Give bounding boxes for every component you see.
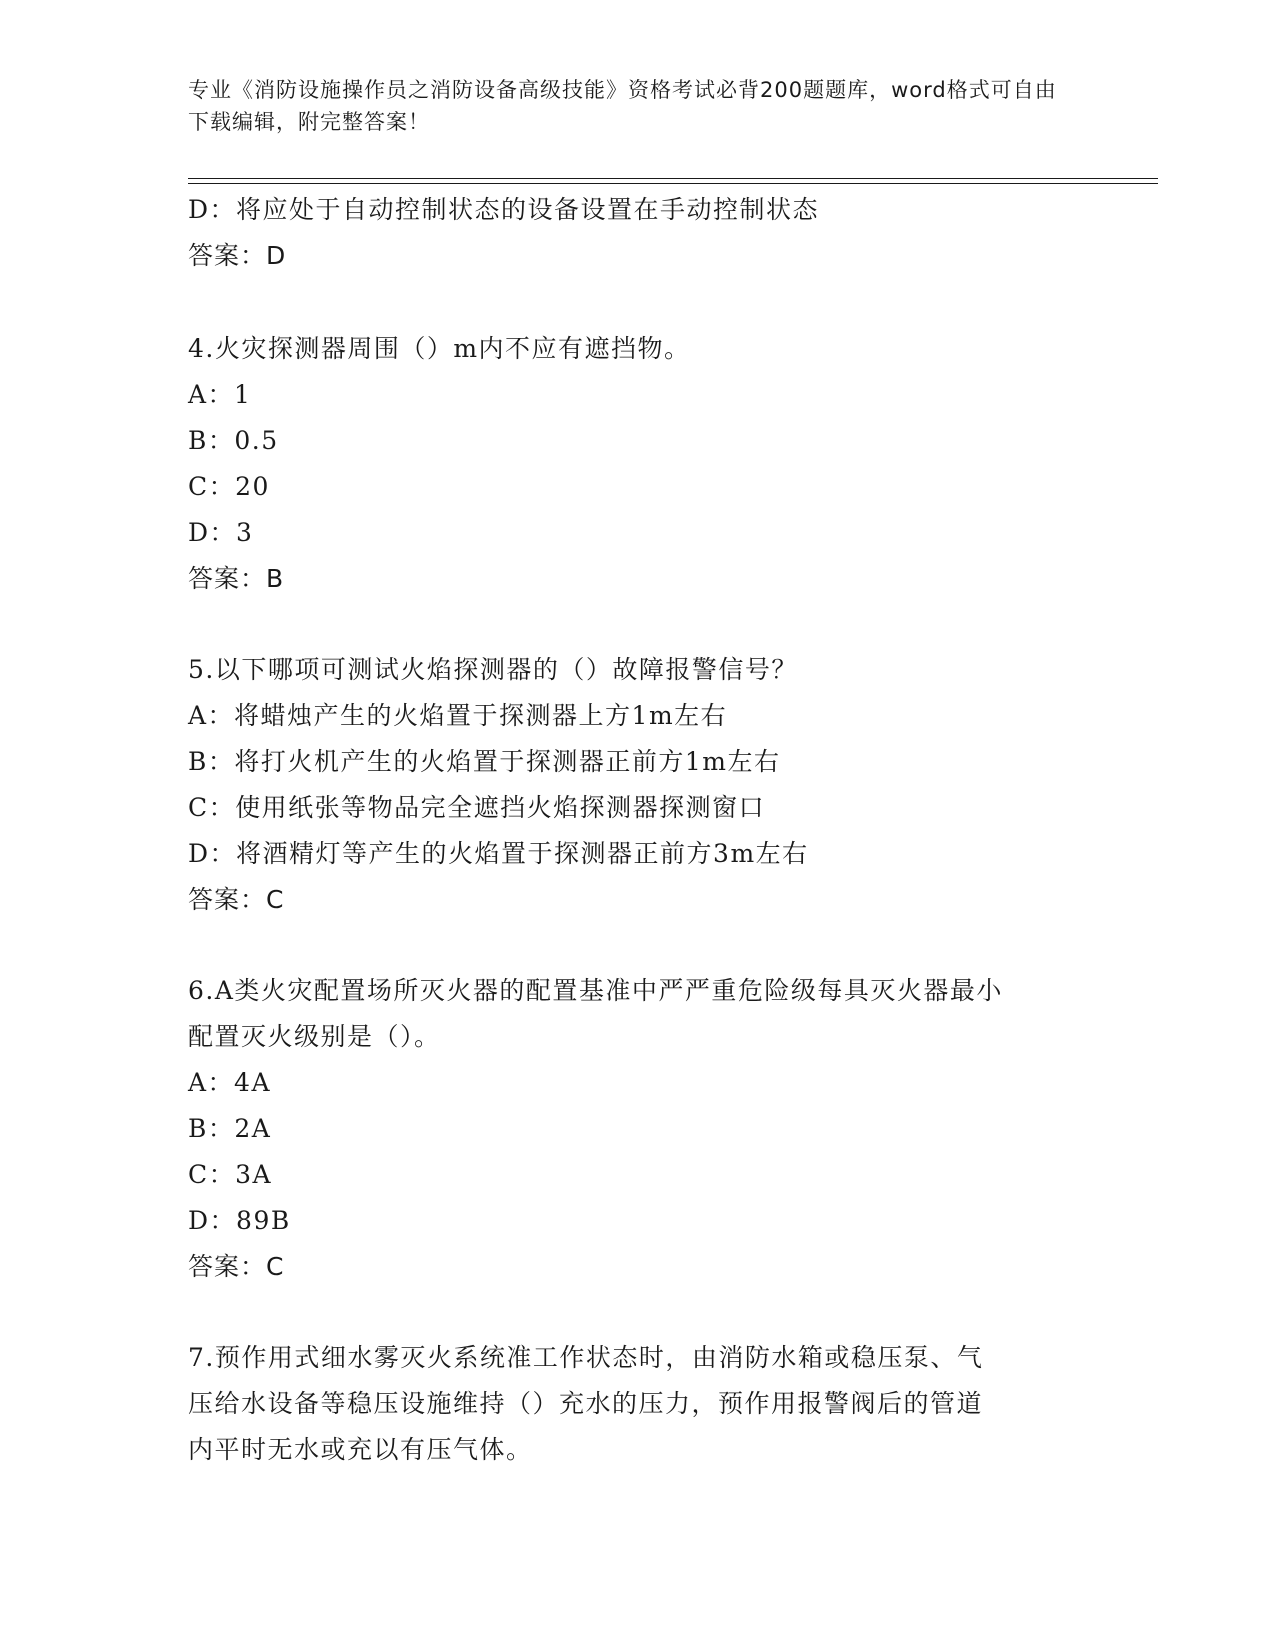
option-d: D：3 [188,518,254,547]
option-b: B：2A [188,1114,272,1143]
spacer [188,923,1088,968]
question-stem: 4.火灾探测器周围（）m内不应有遮挡物。 [188,334,691,363]
question-stem: 5.以下哪项可测试火焰探测器的（）故障报警信号？ [188,655,798,684]
option-a: A：4A [188,1068,272,1097]
header-divider-top [188,178,1158,179]
option-b: B：0.5 [188,426,279,455]
header-divider-bottom [188,183,1158,184]
header-title: 专业《消防设施操作员之消防设备高级技能》资格考试必背200题题库，word格式可自由下载编辑，附完整答案！ [188,78,1057,134]
answer-line: 答案：B [188,564,285,593]
option-d: D：89B [188,1206,291,1235]
question-6 [188,968,1088,1290]
spacer [188,279,1088,326]
spacer [188,1290,1088,1335]
answer-line: 答案：C [188,885,285,914]
option-a: A：1 [188,380,252,409]
spacer [188,602,1088,647]
answer-line: 答案：C [188,1252,285,1281]
option-a: A：将蜡烛产生的火焰置于探测器上方1m左右 [188,701,728,730]
question-stem-line-1: 7.预作用式细水雾灭火系统准工作状态时，由消防水箱或稳压泵、气 [188,1343,984,1372]
option-c: C：20 [188,472,270,501]
question-stem-line-2: 配置灭火级别是（）。 [188,1022,441,1051]
option-d: D：将酒精灯等产生的火焰置于探测器正前方3m左右 [188,839,809,868]
option-b: B：将打火机产生的火焰置于探测器正前方1m左右 [188,747,781,776]
answer-line: 答案：D [188,241,287,270]
question-stem-line-2: 压给水设备等稳压设施维持（）充水的压力，预作用报警阀后的管道 [188,1389,984,1418]
question-7 [188,1335,1088,1473]
question-4 [188,326,1088,602]
question-5 [188,647,1088,923]
question-stem-line-3: 内平时无水或充以有压气体。 [188,1435,533,1464]
question-stem-line-1: 6.A类火灾配置场所灭火器的配置基准中严严重危险级每具灭火器最小 [188,976,1003,1005]
question-list [188,187,1088,1473]
document-header [188,74,1068,138]
option-c: C：3A [188,1160,273,1189]
option-c: C：使用纸张等物品完全遮挡火焰探测器探测窗口 [188,793,766,822]
option-d: D：将应处于自动控制状态的设备设置在手动控制状态 [188,195,820,224]
